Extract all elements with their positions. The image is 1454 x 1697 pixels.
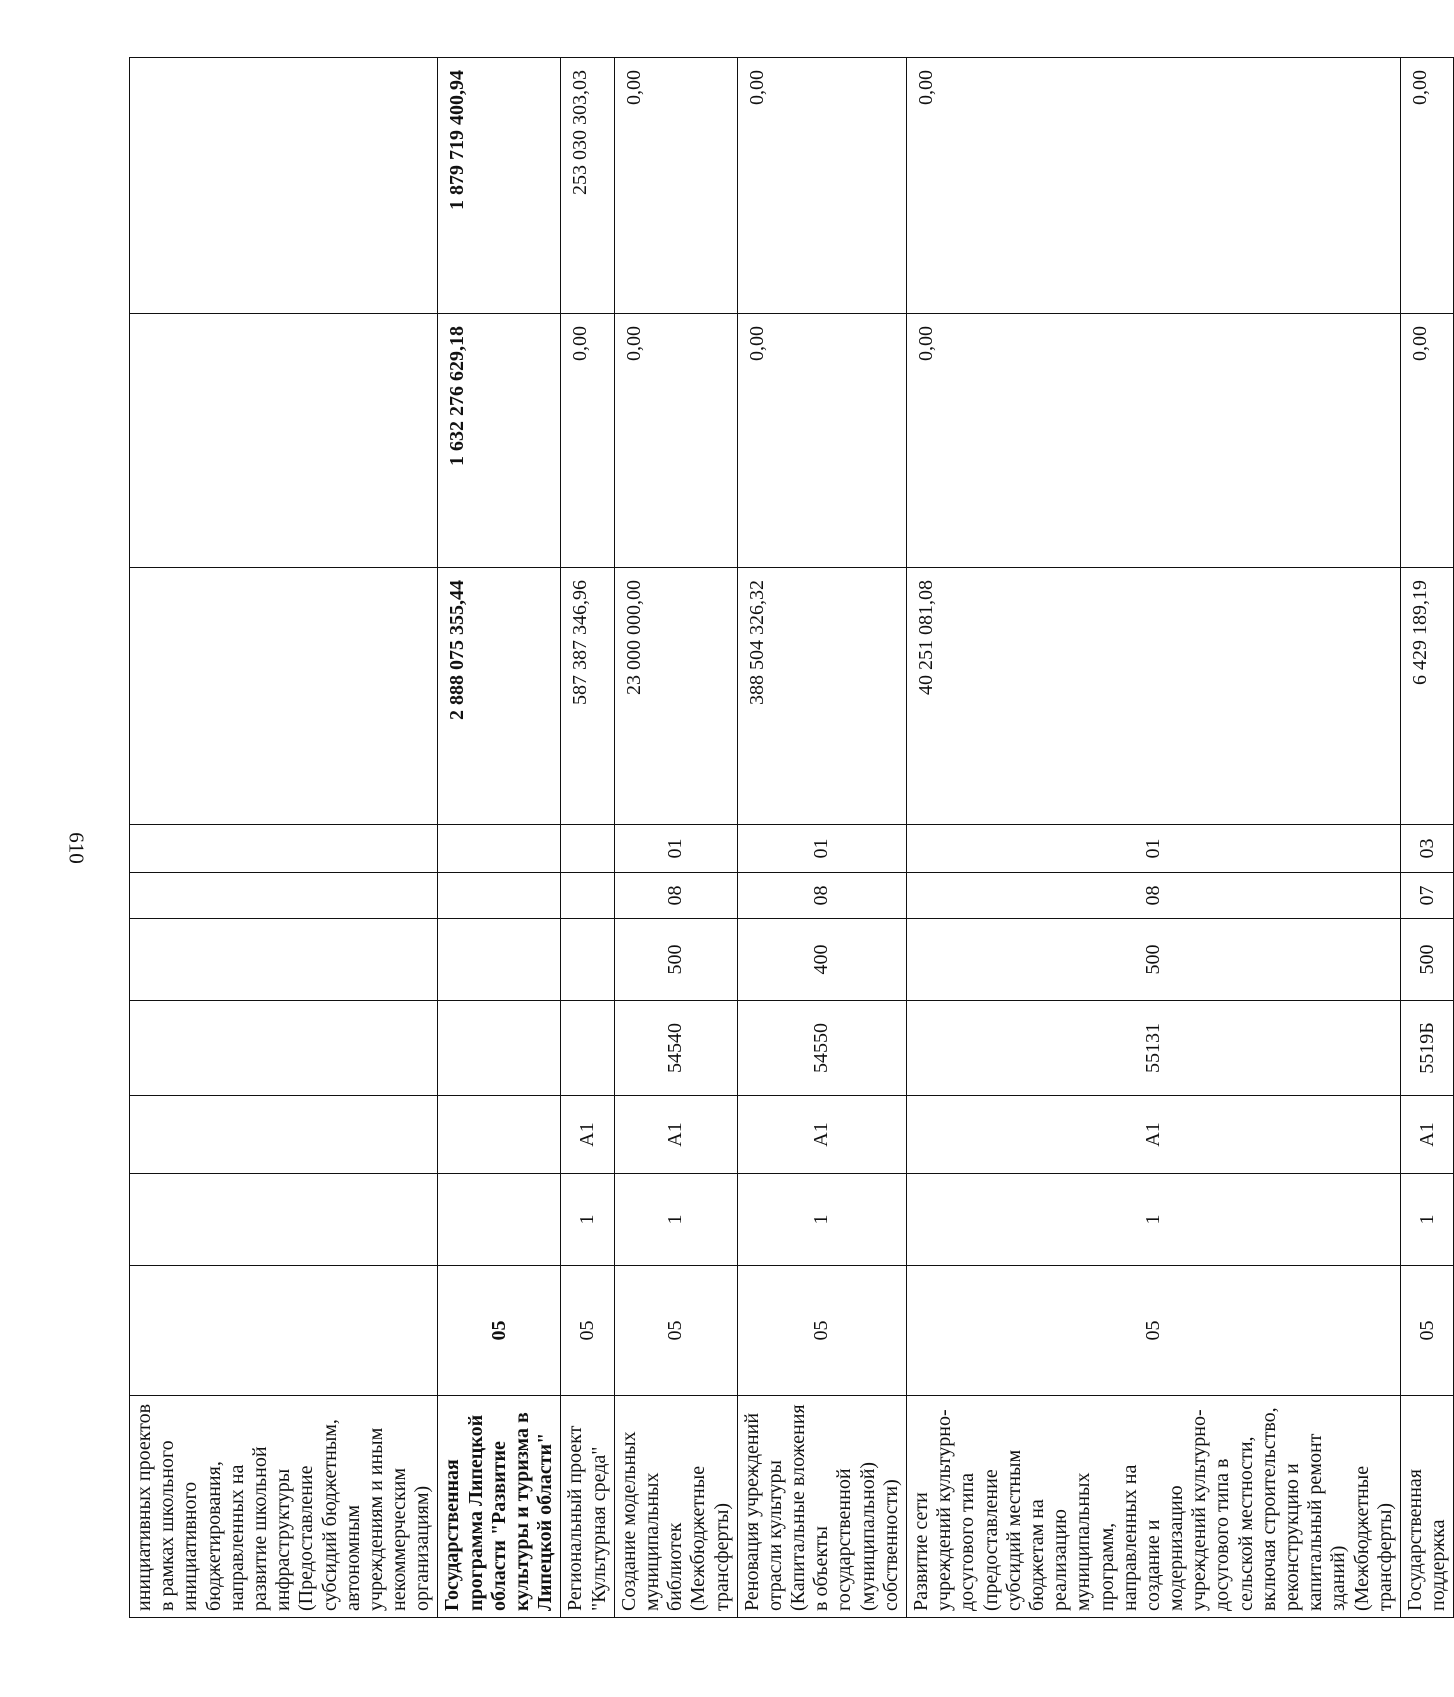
code-section-cell: 08 (737, 873, 906, 919)
amount-3-cell: 0,00 (737, 58, 906, 314)
row-name-cell: Государственная поддержка (1400, 1396, 1453, 1618)
amount-3-cell: 253 030 303,03 (561, 58, 614, 314)
code-project-cell (438, 1096, 561, 1174)
budget-table (129, 57, 1454, 1618)
row-name-cell: Реновация учреждений отрасли культуры (Капитальные вложения в объекты государственной (муниципальной) собственности) (737, 1396, 906, 1618)
code-project-cell (130, 1096, 438, 1174)
amount-3-cell: 0,00 (1400, 58, 1453, 314)
code-direction-cell: 54550 (737, 1001, 906, 1096)
amount-1-cell: 2 888 075 355,44 (438, 568, 561, 825)
code-expense-type-cell: 500 (1400, 919, 1453, 1001)
amount-3-cell: 0,00 (907, 58, 1401, 314)
amount-1-cell: 6 429 189,19 (1400, 568, 1453, 825)
code-expense-type-cell (561, 919, 614, 1001)
code-program-cell: 05 (737, 1266, 906, 1396)
code-subprogram-cell: 1 (907, 1174, 1401, 1266)
code-project-cell: А1 (737, 1096, 906, 1174)
table-row (737, 58, 906, 1618)
amount-2-cell: 0,00 (561, 314, 614, 568)
row-name-cell: Развитие сети учреждений культурно-досугового типа (предоставление субсидий местным бюджетам на реализацию муниципальных программ, направленных на создание и модернизацию учреждений культурно-досугового типа в сельской местности, включая строительство, реконструкцию и капитальный ремонт зданий) (Межбюджетные трансферты) (907, 1396, 1401, 1618)
amount-2-cell: 0,00 (614, 314, 737, 568)
code-expense-type-cell: 500 (614, 919, 737, 1001)
code-direction-cell (438, 1001, 561, 1096)
code-section-cell (561, 873, 614, 919)
table-row (614, 58, 737, 1618)
code-project-cell: А1 (561, 1096, 614, 1174)
code-subprogram-cell (130, 1174, 438, 1266)
code-subprogram-cell: 1 (614, 1174, 737, 1266)
code-section-cell: 07 (1400, 873, 1453, 919)
amount-2-cell: 1 632 276 629,18 (438, 314, 561, 568)
code-direction-cell (561, 1001, 614, 1096)
table-row (561, 58, 614, 1618)
code-expense-type-cell (130, 919, 438, 1001)
row-name-cell: Создание модельных муниципальных библиотек (Межбюджетные трансферты) (614, 1396, 737, 1618)
code-expense-type-cell: 500 (907, 919, 1401, 1001)
code-program-cell (130, 1266, 438, 1396)
code-expense-type-cell: 400 (737, 919, 906, 1001)
amount-1-cell (130, 568, 438, 825)
code-expense-type-cell (438, 919, 561, 1001)
code-subsection-cell (438, 825, 561, 873)
code-section-cell (438, 873, 561, 919)
code-direction-cell (130, 1001, 438, 1096)
table-row (907, 58, 1401, 1618)
table-row (130, 58, 438, 1618)
code-direction-cell: 54540 (614, 1001, 737, 1096)
amount-2-cell: 0,00 (737, 314, 906, 568)
row-name-cell: Региональный проект "Культурная среда" (561, 1396, 614, 1618)
code-program-cell: 05 (561, 1266, 614, 1396)
code-subsection-cell: 03 (1400, 825, 1453, 873)
table-row (438, 58, 561, 1618)
code-project-cell: А1 (907, 1096, 1401, 1174)
amount-3-cell (130, 58, 438, 314)
code-subprogram-cell (438, 1174, 561, 1266)
amount-1-cell: 587 387 346,96 (561, 568, 614, 825)
amount-2-cell (130, 314, 438, 568)
code-subsection-cell: 01 (737, 825, 906, 873)
amount-1-cell: 388 504 326,32 (737, 568, 906, 825)
code-program-cell: 05 (438, 1266, 561, 1396)
rotated-table-container (129, 58, 1450, 1618)
code-section-cell (130, 873, 438, 919)
code-program-cell: 05 (907, 1266, 1401, 1396)
code-project-cell: А1 (1400, 1096, 1453, 1174)
code-subprogram-cell: 1 (561, 1174, 614, 1266)
table-row (1400, 58, 1453, 1618)
code-section-cell: 08 (907, 873, 1401, 919)
page-number: 610 (64, 832, 89, 864)
code-subsection-cell: 01 (614, 825, 737, 873)
amount-2-cell: 0,00 (907, 314, 1401, 568)
code-direction-cell: 5519Б (1400, 1001, 1453, 1096)
code-program-cell: 05 (614, 1266, 737, 1396)
amount-3-cell: 0,00 (614, 58, 737, 314)
code-direction-cell: 55131 (907, 1001, 1401, 1096)
row-name-cell: инициативных проектов в рамках школьного инициативного бюджетирования, направленных на развитие школьной инфраструктуры (Предоставление субсидий бюджетным, автономным учреждениям и иным некоммерческим организациям) (130, 1396, 438, 1618)
code-subsection-cell (130, 825, 438, 873)
amount-1-cell: 23 000 000,00 (614, 568, 737, 825)
amount-1-cell: 40 251 081,08 (907, 568, 1401, 825)
code-section-cell: 08 (614, 873, 737, 919)
code-subprogram-cell: 1 (737, 1174, 906, 1266)
row-name-cell: Государственная программа Липецкой области "Развитие культуры и туризма в Липецкой области" (438, 1396, 561, 1618)
code-subsection-cell (561, 825, 614, 873)
amount-3-cell: 1 879 719 400,94 (438, 58, 561, 314)
code-subsection-cell: 01 (907, 825, 1401, 873)
code-program-cell: 05 (1400, 1266, 1453, 1396)
code-subprogram-cell: 1 (1400, 1174, 1453, 1266)
amount-2-cell: 0,00 (1400, 314, 1453, 568)
code-project-cell: А1 (614, 1096, 737, 1174)
